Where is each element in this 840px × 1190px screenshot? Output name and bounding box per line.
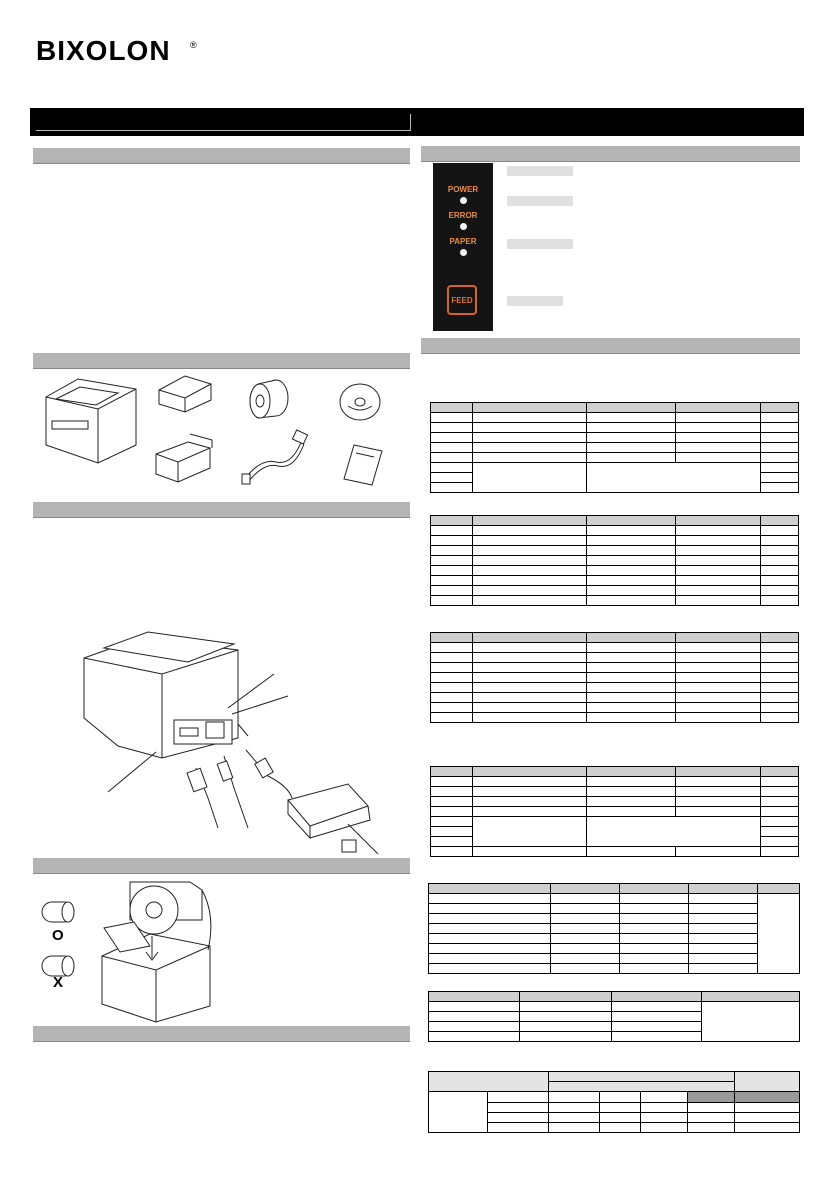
legend-chip-feed	[507, 296, 563, 306]
feed-button[interactable]: FEED	[447, 285, 477, 315]
brand-logo: BIXOLON	[36, 35, 171, 66]
title-underline	[36, 130, 410, 131]
section-bar-intro	[33, 148, 410, 164]
registered-mark: ®	[190, 40, 197, 50]
paper-label: PAPER	[449, 237, 477, 246]
control-panel	[433, 163, 493, 331]
dip-switch-table-4	[430, 766, 799, 857]
dip-switch-table-2	[430, 515, 799, 606]
paper-led-icon	[460, 249, 467, 256]
section-bar-control-panel	[421, 146, 800, 162]
error-label: ERROR	[448, 211, 478, 220]
power-cord-illustration	[240, 428, 310, 486]
baud-rate-table	[428, 883, 800, 974]
wall-mount-bracket-illustration	[150, 428, 220, 486]
error-led-icon	[460, 223, 467, 230]
printer-illustration	[38, 375, 138, 465]
section-bar-dip-switch	[421, 338, 800, 354]
section-bar-paper	[33, 858, 410, 874]
section-bar-connection	[33, 502, 410, 518]
interface-settings-table	[428, 1071, 800, 1133]
user-manual-illustration	[342, 443, 384, 487]
paper-roll-illustration	[246, 378, 292, 422]
section-bar-selftest	[33, 1026, 410, 1042]
dip-switch-table-3	[430, 632, 799, 723]
legend-chip-power	[507, 166, 573, 176]
power-label: POWER	[447, 185, 479, 194]
dip-switch-table-1	[430, 402, 799, 493]
cable-connection-illustration	[78, 628, 388, 856]
section-bar-contents	[33, 353, 410, 369]
paper-wrong-mark: X	[53, 974, 64, 991]
legend-chip-error	[507, 196, 573, 206]
title-divider	[410, 114, 411, 131]
legend-chip-paper	[507, 239, 573, 249]
title-bar	[30, 108, 804, 136]
cd-illustration	[338, 380, 382, 424]
power-cover-illustration	[155, 372, 215, 414]
paper-loading-illustration	[90, 876, 220, 1024]
power-led-icon	[460, 197, 467, 204]
print-density-table	[428, 991, 800, 1042]
paper-correct-mark: O	[52, 927, 64, 944]
